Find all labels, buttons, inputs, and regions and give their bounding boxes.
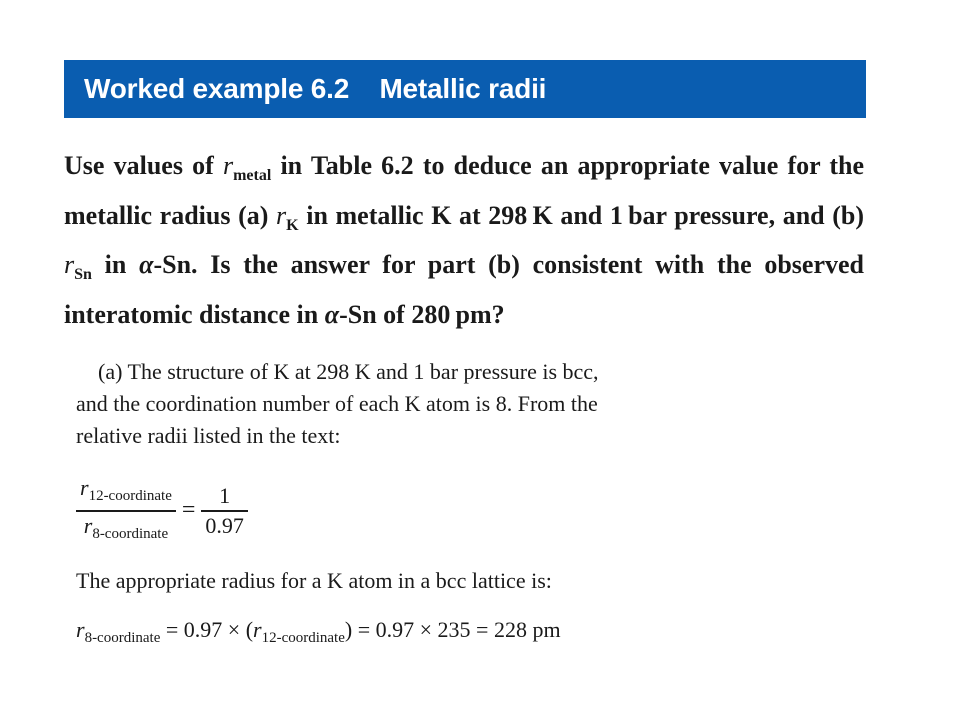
solution-part-a-conclusion: The appropriate radius for a K atom in a bcc lattice is: — [76, 568, 552, 593]
final-radius-equation: $r_{8-coordinate} = 0.97 \times (r_{12-coordinate}) = 0.97 \times 235 = 228$ pm — [76, 617, 561, 646]
solution-part-a — [76, 356, 756, 452]
equals-sign: = — [181, 497, 196, 524]
para-a-line: (a) The structure of K at 298 K and 1 bar pressure is bcc, — [98, 359, 599, 384]
worked-example-banner — [64, 60, 866, 118]
k-subscript: K — [286, 216, 299, 234]
r-symbol: r — [276, 200, 287, 230]
alpha-symbol: α — [139, 250, 154, 279]
para-a-line: and the coordination number of each K atom is 8. From the — [76, 391, 598, 416]
rhs-denominator: 0.97 — [205, 512, 244, 538]
rhs-fraction — [201, 482, 248, 540]
r-symbol: r — [222, 151, 234, 180]
metal-subscript: metal — [233, 167, 272, 184]
rhs-numerator: 1 — [219, 483, 231, 508]
lhs-numerator: $r_{12-coordinate}$ — [80, 475, 172, 504]
sn-subscript: Sn — [74, 266, 92, 283]
para-a-line: relative radii listed in the text: — [76, 423, 341, 448]
lhs-fraction — [76, 474, 176, 548]
lhs-denominator: $r_{8-coordinate}$ — [83, 512, 169, 542]
radius-ratio-equation — [76, 474, 248, 548]
problem-statement: Use values of $r_{metal}$ in Table 6.2 to deduce an appropriate value for the metallic radius (a) $r_K$ in metallic K at 298 K and 1 bar pressure, and (b) $r_{Sn}$ in α-Sn. Is the answer for part (b) consistent with the observed interatomic distance in α-Sn of 280 pm? — [64, 151, 865, 329]
alpha-symbol: α — [324, 299, 340, 329]
banner-title: Worked example 6.2 Metallic radii — [84, 73, 547, 104]
r-symbol: r — [64, 250, 75, 279]
